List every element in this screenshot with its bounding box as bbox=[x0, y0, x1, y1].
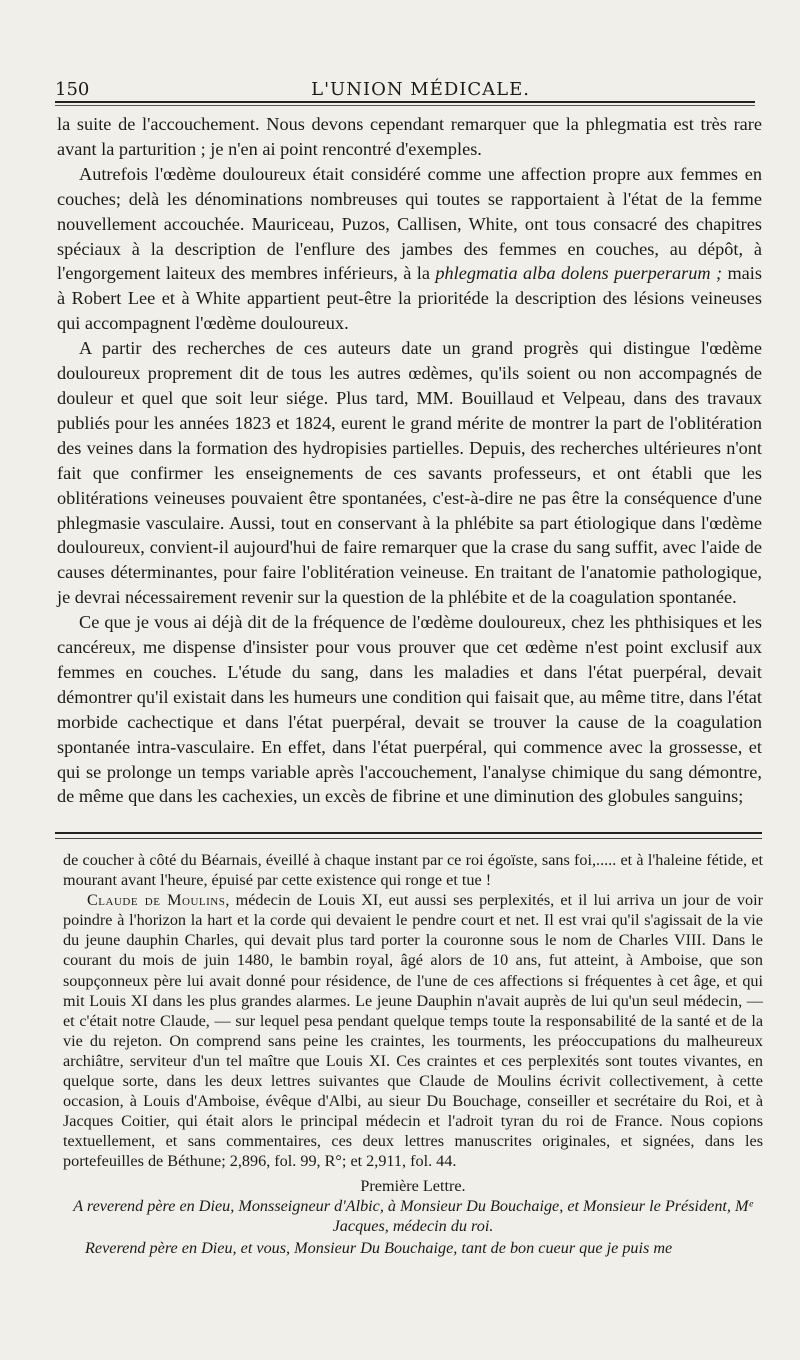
header-rule bbox=[55, 101, 755, 103]
paragraph-1: la suite de l'accouchement. Nous devons cependant remarquer que la phlegmatia est très rare avant la parturition ; je n'en ai point rencontré d'exemples. bbox=[57, 114, 762, 159]
feuilleton-paragraph-2 bbox=[63, 890, 763, 1171]
letter-title: Première Lettre. bbox=[360, 1176, 466, 1195]
paragraph-2-text-b: mais à Robert Lee et à White appartient peut-être la prioritéde la description des lésions veineuses qui accompagnent l'œdème douloureux. bbox=[57, 263, 762, 334]
header-rule-thin bbox=[55, 105, 755, 106]
main-article bbox=[57, 112, 762, 809]
feuilleton-paragraph-1: de coucher à côté du Béarnais, éveillé à chaque instant par ce roi égoïste, sans foi,..... et à l'haleine fétide, et mourant avant l'heure, épuisé par cette existence qui ronge et tue ! bbox=[63, 851, 763, 890]
paragraph-2-italic: phlegmatia alba dolens puerperarum ; bbox=[435, 263, 723, 284]
feuilleton-separator-thin bbox=[55, 838, 762, 839]
paragraph-2 bbox=[57, 162, 762, 336]
page-number: 150 bbox=[55, 79, 90, 100]
person-name: Claude de Moulins bbox=[87, 891, 226, 910]
feuilleton-section bbox=[63, 850, 763, 1258]
paragraph-3: A partir des recherches de ces auteurs date un grand progrès qui distingue l'œdème douloureux proprement dit de tous les autres œdèmes, qu'ils soient ou non accompagnés de douleur et quel que soit leur siége. Plus tard, MM. Bouillaud et Velpeau, dans des travaux publiés pour les années 1823 et 1824, eurent le grand mérite de montrer la part de l'oblitération des veines dans la formation des hydropisies partielles. Depuis, des recherches ultérieures n'ont fait que confirmer les enseignements de ces savants professeurs, et ont établi que les oblitérations veineuses pouvaient être spontanées, c'est-à-dire ne pas être la conséquence d'une phlegmasie vasculaire. Aussi, tout en conservant à la phlébite sa part étiologique dans l'œdème douloureux, convient-il aujourd'hui de faire remarquer que la crase du sang suffit, avec l'aide de causes déterminantes, pour faire l'oblitération veineuse. En traitant de l'anatomie pathologique, je devrai nécessairement revenir sur la question de la phlébite et de la coagulation spontanée. bbox=[57, 338, 762, 608]
feuilleton-paragraph-2-text: , médecin de Louis XI, eut aussi ses perplexités, et il lui arriva un jour de voir poindre à l'horizon la hart et la corde qui devaient le pendre court et net. Il est vrai qu'il s'agissait de la vie du jeune dauphin Charles, qui devait plus tard porter la couronne sous le nom de Charles VIII. Dans le courant du mois de juin 1480, le bambin royal, âgé alors de 10 ans, fut atteint, à Amboise, que son soupçonneux père lui avait donné pour résidence, de l'une de ces affections si fréquentes à cet âge, et qui mit Louis XI dans les plus grandes alarmes. Le jeune Dauphin n'avait auprès de lui qu'un seul médecin, — et c'était notre Claude, — sur lequel pesa pendant quelque temps toute la responsabilité de la santé et de la vie du rejeton. On comprend sans peine les craintes, les tourments, les préoccupations du malheureux archiâtre, serviteur d'un tel maître que Louis XI. Ces craintes et ces perplexités sont toutes vivantes, en quelque sorte, dans les deux lettres suivantes que Claude de Moulins écrivit collectivement, à cette occasion, à Louis d'Amboise, évêque d'Albi, au sieur Du Bouchage, conseiller et secrétaire du Roi, et à Jacques Coitier, qui était alors le principal médecin et l'adroit tyran du roi de France. Nous copions textuellement, et sans commentaires, ces deux lettres manuscrites originales, et signées, dans les portefeuilles de Béthune; 2,896, fol. 99, R°; et 2,911, fol. 44. bbox=[63, 891, 763, 1171]
paragraph-4: Ce que je vous ai déjà dit de la fréquence de l'œdème douloureux, chez les phthisiques et les cancéreux, me dispense d'insister pour vous prouver que cet œdème n'est point exclusif aux femmes en couches. L'étude du sang, dans les maladies et dans l'état puerpéral, devait démontrer qu'il existait dans les humeurs une condition qui faisait que, au même titre, dans l'état morbide cachectique et dans l'état puerpéral, devait se trouver la cause de la coagulation spontanée intra-vasculaire. En effet, dans l'état puerpéral, qui commence avec la grossesse, et qui se prolonge un temps variable après l'accouchement, l'analyse chimique du sang démontre, de même que dans les cachexies, un excès de fibrine et une diminution des globules sanguins; bbox=[57, 612, 762, 807]
page-header bbox=[55, 70, 760, 100]
feuilleton-separator bbox=[55, 832, 762, 834]
running-title: L'UNION MÉDICALE. bbox=[311, 79, 530, 100]
letter-salutation: Reverend père en Dieu, et vous, Monsieur Du Bouchaige, tant de bon cueur que je puis me bbox=[85, 1238, 673, 1257]
paragraph-2-text-a: Autrefois l'œdème douloureux était considéré comme une affection propre aux femmes en couches; delà les dénominations nombreuses qui toutes se rapportaient à l'état de la femme nouvellement accouchée. Mauriceau, Puzos, Callisen, White, ont tous consacré des chapitres spéciaux à la description de l'enflure des jambes des femmes en couches, au dépôt, à l'engorgement laiteux des membres inférieurs, à la bbox=[57, 163, 762, 284]
letter-address: A reverend père en Dieu, Monsseigneur d'Albic, à Monsieur Du Bouchaige, et Monsieur le Président, Mᵉ Jacques, médecin du roi. bbox=[73, 1196, 753, 1235]
